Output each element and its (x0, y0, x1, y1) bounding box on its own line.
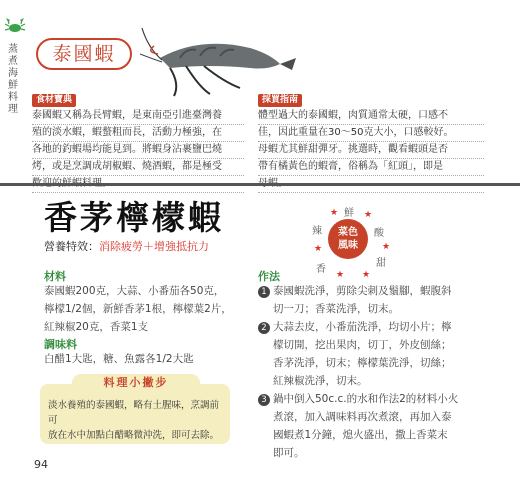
text-line: 白醋1大匙，糖、魚露各1/2大匙 (44, 353, 194, 365)
step-number: 1 (258, 286, 270, 298)
star-icon: ★ (382, 242, 391, 252)
star-icon: ★ (314, 244, 323, 254)
step-line (258, 372, 488, 390)
step-line (258, 354, 488, 372)
flavor-badge (328, 219, 368, 259)
nutrition-label: 營養特效： (44, 240, 99, 253)
method-steps (258, 282, 488, 462)
step-text: 紅辣椒洗淨，切末。 (273, 375, 368, 387)
text-line: 母蝦尤其鮮甜彈牙。挑選時，觀看蝦頭是否 (258, 142, 484, 159)
step-number: 3 (258, 394, 270, 406)
badge-line2: 風味 (338, 240, 358, 251)
star-icon: ★ (336, 270, 345, 280)
tip-title: 料理小撇步 (72, 374, 200, 392)
side-category-label (6, 44, 20, 116)
text-line: 紅辣椒20克，香菜1支 (44, 321, 149, 333)
badge-char-3: 甜 (376, 258, 386, 269)
badge-char-5: 辣 (312, 226, 322, 237)
shrimp-illustration (140, 18, 300, 98)
step-text: 檬切開，挖出果肉，切丁，外皮刨絲； (273, 339, 452, 351)
badge-line1: 菜色 (338, 227, 358, 238)
step-number: 2 (258, 322, 270, 334)
star-icon: ★ (362, 270, 371, 280)
section-tag-facts: 食材寶典 (32, 94, 76, 107)
text-line: 各地的釣蝦場均能見到。將蝦身沾裹鹽巴燒 (32, 142, 244, 159)
text-line: 放在水中加點白醋略微沖洗，即可去除。 (48, 430, 220, 441)
step-text: 大蒜去皮，小番茄洗淨，均切小片；檸 (273, 321, 452, 333)
side-char: 理 (8, 104, 18, 115)
materials-list (44, 282, 254, 336)
step-text: 國蝦煮1分鐘，熄火盛出，撒上香菜末 (273, 429, 448, 441)
side-char: 海 (8, 68, 18, 79)
text-line: 體型過大的泰國蝦，肉質通常太硬，口感不 (258, 108, 484, 125)
step-line (258, 300, 488, 318)
step-text: 鍋中倒入50c.c.的水和作法2的材料小火 (273, 393, 459, 405)
side-char: 鮮 (8, 80, 18, 91)
section-divider (0, 183, 520, 186)
step-text: 泰國蝦洗淨，剪除尖刺及鬚腳，蝦腹斜 (273, 285, 452, 297)
side-char: 料 (8, 92, 18, 103)
text-line: 泰國蝦又稱為長臂蝦，是東南亞引進臺灣養 (32, 108, 244, 125)
badge-char-2: 酸 (374, 228, 384, 239)
seasoning-heading: 調味料 (44, 338, 77, 351)
page-number: 94 (34, 458, 48, 471)
section-tag-buying: 採買指南 (258, 94, 302, 107)
step-line (258, 318, 488, 336)
text-line: 檸檬1/2個，新鮮香茅1根，檸檬葉2片， (44, 303, 232, 315)
text-line: 帶有橘黃色的蝦膏，俗稱為「紅頭」，即是 (258, 159, 484, 176)
step-text: 香茅洗淨，切末；檸檬葉洗淨，切絲； (273, 357, 452, 369)
step-line (258, 426, 488, 444)
text-line: 泰國蝦200克，大蒜、小番茄各50克， (44, 285, 225, 297)
ingredient-title: 泰國蝦 (36, 38, 132, 70)
side-char: 蒸 (8, 44, 18, 55)
step-line (258, 282, 488, 300)
tip-box (40, 384, 230, 444)
materials-heading: 材料 (44, 270, 66, 283)
buying-paragraph (258, 108, 484, 193)
step-text: 煮滾，加入調味料再次煮滾，再加入泰 (273, 411, 452, 423)
text-line: 殖的淡水蝦，蝦螯粗而長，活動力極強，在 (32, 125, 244, 142)
nutrition-line (44, 238, 209, 254)
star-icon: ★ (330, 208, 339, 218)
facts-paragraph (32, 108, 244, 193)
nutrition-value: 消除疲勞＋增強抵抗力 (99, 240, 209, 253)
crab-icon (4, 16, 26, 36)
method-heading: 作法 (258, 270, 280, 283)
step-line (258, 444, 488, 462)
recipe-title: 香茅檸檬蝦 (44, 198, 224, 237)
tip-text (48, 398, 222, 443)
step-text: 即可。 (273, 447, 305, 459)
step-text: 切一刀；香菜洗淨，切末。 (273, 303, 399, 315)
text-line: 烤，或是烹調成胡椒蝦、燒酒蝦，都是極受 (32, 159, 244, 176)
step-line (258, 408, 488, 426)
step-line (258, 390, 488, 408)
badge-char-4: 香 (316, 264, 326, 275)
step-line (258, 336, 488, 354)
star-icon: ★ (364, 210, 373, 220)
text-line: 淡水養殖的泰國蝦，略有土腥味，烹調前可 (48, 400, 220, 426)
seasoning-list (44, 350, 254, 368)
text-line: 佳，因此重量在30～50克大小，口感較好。 (258, 125, 484, 142)
side-char: 煮 (8, 56, 18, 67)
badge-char-1: 鮮 (344, 208, 354, 219)
